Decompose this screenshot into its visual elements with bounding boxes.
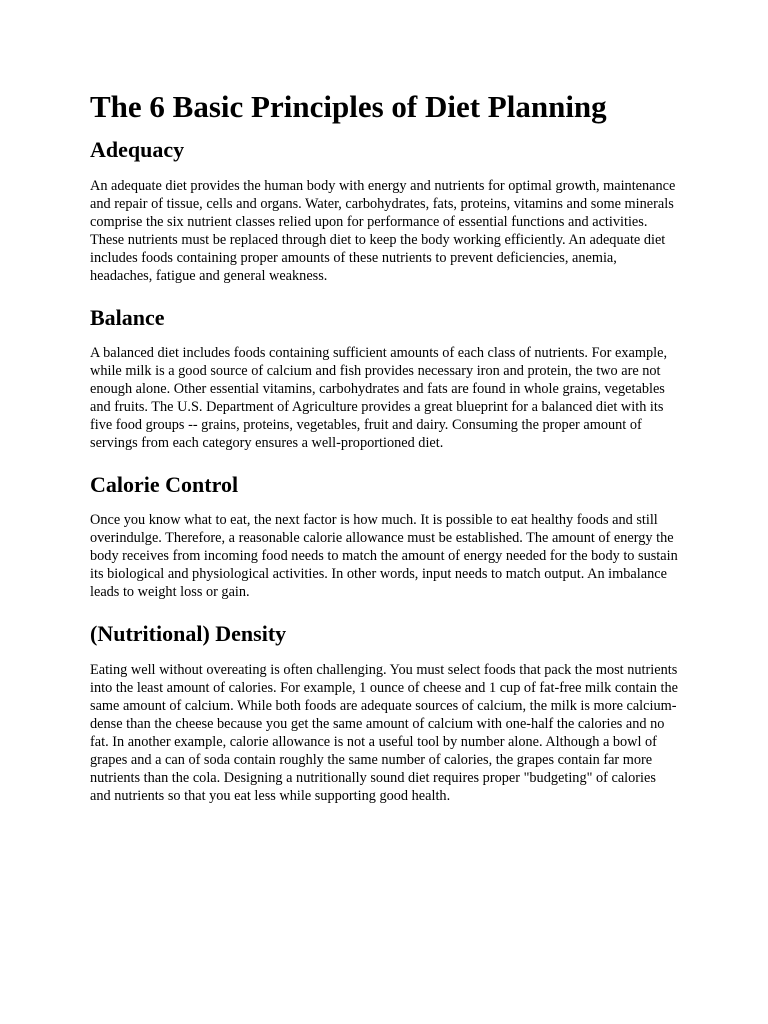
document-page	[90, 88, 680, 825]
section-body-adequacy: An adequate diet provides the human body with energy and nutrients for optimal growth, maintenance and repair of tissue, cells and organs. Water, carbohydrates, fats, proteins, vitamins and some minerals comprise the six nutrient classes relied upon for performance of essential functions and activities. These nutrients must be replaced through diet to keep the body working efficiently. An adequate diet includes foods containing proper amounts of these nutrients to prevent deficiencies, anemia, headaches, fatigue and general weakness.	[90, 177, 676, 284]
section-heading-calorie-control: Calorie Control	[90, 471, 239, 497]
section-heading-adequacy: Adequacy	[90, 137, 185, 163]
section-heading-balance: Balance	[90, 304, 165, 330]
section-body-balance: A balanced diet includes foods containing sufficient amounts of each class of nutrients. For example, while milk is a good source of calcium and fish provides necessary iron and protein, the two are not enough alone. Other essential vitamins, carbohydrates and fats are found in whole grains, vegetables and fruits. The U.S. Department of Agriculture provides a great blueprint for a balanced diet with its five food groups -- grains, proteins, vegetables, fruit and dairy. Consuming the proper amount of servings from each category ensures a well-proportioned diet.	[90, 344, 668, 451]
section-body-calorie-control: Once you know what to eat, the next factor is how much. It is possible to eat healthy foods and still overindulge. Therefore, a reasonable calorie allowance must be established. The amount of energy the body receives from incoming food needs to match the amount of energy needed for the body to sustain its biological and physiological activities. In other words, input needs to match output. An imbalance leads to weight loss or gain.	[90, 512, 678, 601]
section-heading-nutritional-density: (Nutritional) Density	[90, 621, 287, 647]
document-title: The 6 Basic Principles of Diet Planning	[90, 89, 607, 124]
section-calorie-control	[90, 472, 680, 601]
section-nutritional-density	[90, 621, 680, 804]
section-adequacy	[90, 137, 680, 284]
section-body-nutritional-density: Eating well without overeating is often challenging. You must select foods that pack the most nutrients into the least amount of calories. For example, 1 ounce of cheese and 1 cup of fat-free milk contain the same amount of calcium. While both foods are adequate sources of calcium, the milk is more calcium-dense than the cheese because you get the same amount of calcium with one-half the calories and no fat. In another example, calorie allowance is not a useful tool by number alone. Although a bowl of grapes and a can of soda contain roughly the same number of calories, the grapes contain far more nutrients than the cola. Designing a nutritionally sound diet requires proper "budgeting" of calories and nutrients so that you eat less while supporting good health.	[90, 661, 678, 804]
section-balance	[90, 305, 680, 452]
